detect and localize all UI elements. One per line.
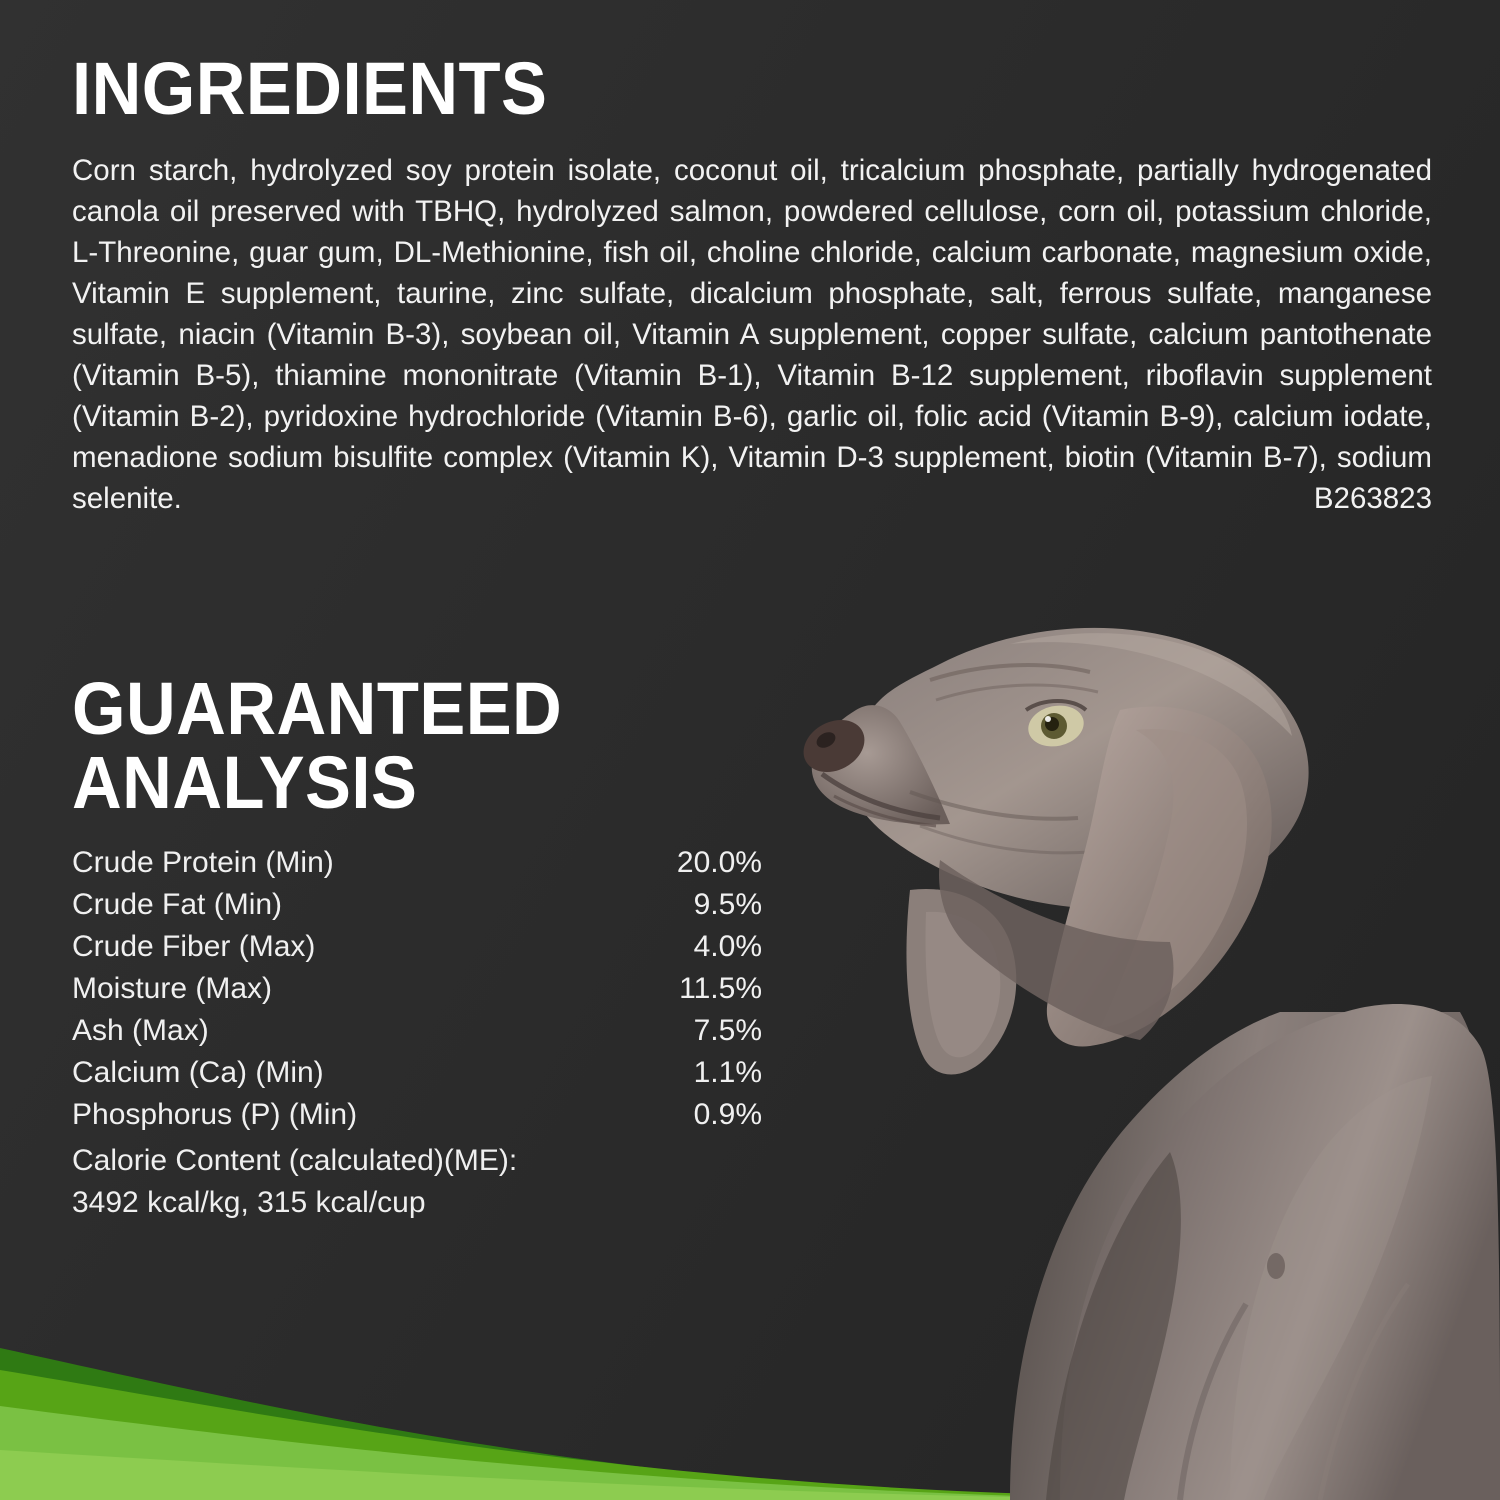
table-row [72,968,762,1010]
guaranteed-analysis-table [72,842,762,1136]
table-row [72,1094,762,1136]
table-row [72,1052,762,1094]
ingredients-text: Corn starch, hydrolyzed soy protein isolate, coconut oil, tricalcium phosphate, partially hydrogenated canola oil preserved with TBHQ, hydrolyzed salmon, powdered cellulose, corn oil, potassium chloride, L-Threonine, guar gum, DL-Methionine, fish oil, choline chloride, calcium carbonate, magnesium oxide, Vitamin E supplement, taurine, zinc sulfate, dicalcium phosphate, salt, ferrous sulfate, manganese sulfate, niacin (Vitamin B-3), soybean oil, Vitamin A supplement, copper sulfate, calcium pantothenate (Vitamin B-5), thiamine mononitrate (Vitamin B-1), Vitamin B-12 supplement, riboflavin supplement (Vitamin B-2), pyridoxine hydrochloride (Vitamin B-6), garlic oil, folic acid (Vitamin B-9), calcium iodate, menadione sodium bisulfite complex (Vitamin K), Vitamin D-3 supplement, biotin (Vitamin B-7), sodium selenite. [72,154,1432,515]
ingredients-section [72,47,1442,519]
nutrient-label: Crude Fiber (Max) [72,930,316,963]
table-row [72,842,762,884]
nutrient-value: 0.9% [693,1098,762,1131]
nutrient-value: 11.5% [679,972,762,1005]
nutrient-label: Crude Protein (Min) [72,846,334,879]
weimaraner-dog-photo [760,560,1500,1500]
ingredients-title: INGREDIENTS [72,47,548,130]
calorie-content-values: 3492 kcal/kg, 315 kcal/cup [72,1186,426,1219]
nutrient-label: Crude Fat (Min) [72,888,283,921]
nutrient-value: 9.5% [693,888,762,921]
guaranteed-analysis-title: GUARANTEED ANALYSIS [72,667,563,824]
nutrient-value: 7.5% [693,1014,762,1047]
nutrient-label: Ash (Max) [72,1014,209,1047]
table-row [72,884,762,926]
table-row [72,1010,762,1052]
ingredients-text-block [72,150,1432,519]
nutrient-label: Moisture (Max) [72,972,273,1005]
calorie-content-heading: Calorie Content (calculated)(ME): [72,1144,518,1177]
table-row [72,926,762,968]
nutrient-label: Calcium (Ca) (Min) [72,1056,324,1089]
calorie-content-section [72,1140,712,1224]
nutrient-value: 1.1% [693,1056,762,1089]
nutrient-value: 4.0% [693,930,762,963]
nutrient-label: Phosphorus (P) (Min) [72,1098,358,1131]
nutrient-value: 20.0% [676,846,762,879]
lot-code: B263823 [1313,482,1432,515]
guaranteed-analysis-section [72,667,772,1136]
